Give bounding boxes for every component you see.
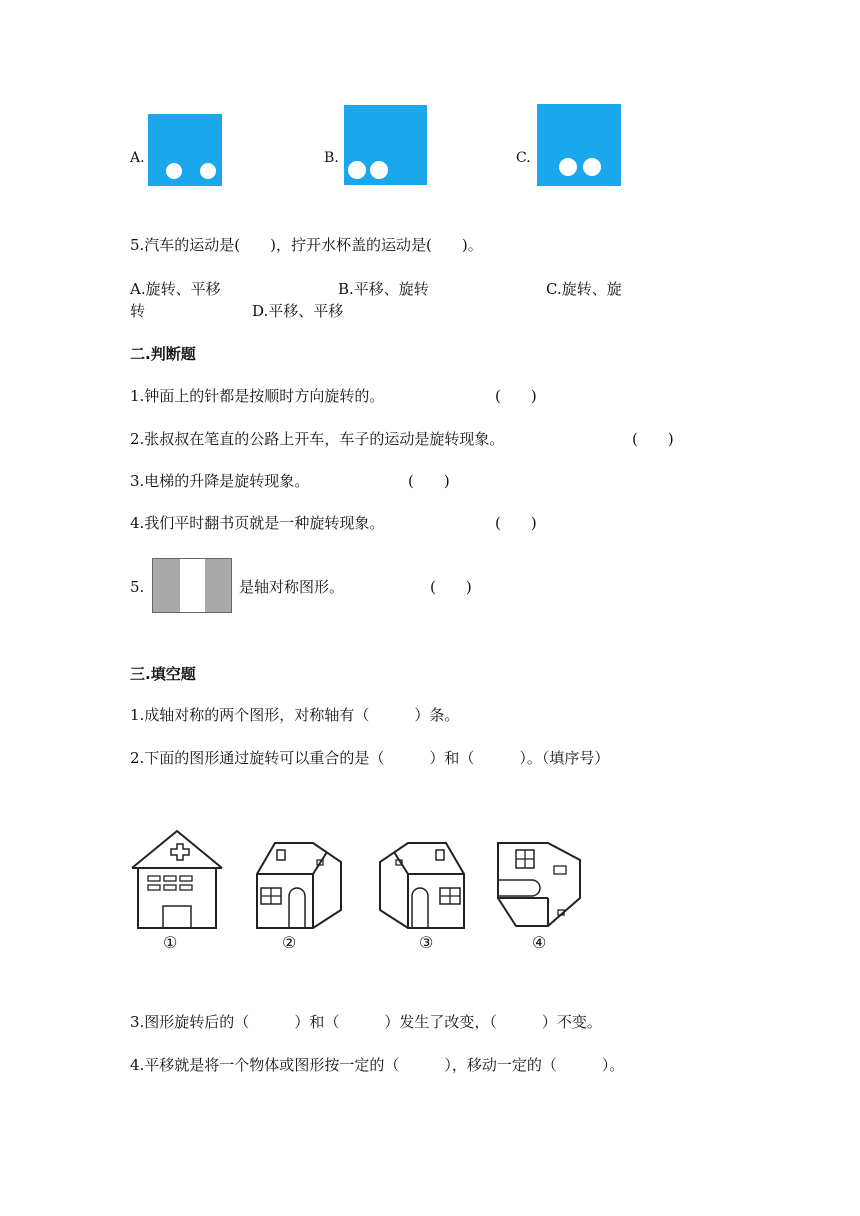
- judge-item-1-answer[interactable]: ( ): [495, 387, 537, 405]
- judge-item-4: 4.我们平时翻书页就是一种旋转现象。: [130, 514, 385, 532]
- gray-stripe-figure: [152, 558, 232, 613]
- option-a-square: [148, 114, 222, 186]
- option-a-dot-right: [200, 163, 216, 179]
- q5-option-b: B.平移、旋转: [338, 280, 429, 298]
- judge-item-4-answer[interactable]: ( ): [495, 514, 537, 532]
- q5-option-c: C.旋转、旋: [546, 280, 622, 298]
- option-c-dot-left: [559, 158, 577, 176]
- option-a-label: A.: [130, 150, 145, 166]
- option-b-dot-right: [370, 161, 388, 179]
- judge-item-1: 1.钟面上的针都是按顺时方向旋转的。: [130, 387, 385, 405]
- hospital-house-figure: [130, 828, 225, 933]
- white-stripe: [180, 559, 205, 612]
- judge-item-2-answer[interactable]: ( ): [632, 430, 674, 448]
- figure-label-2: ②: [282, 933, 297, 952]
- judge-item-5: 是轴对称图形。: [239, 578, 345, 596]
- judge-item-3: 3.电梯的升降是旋转现象。: [130, 472, 310, 490]
- house-figure-3: [378, 840, 468, 930]
- fill-q4: 4.平移就是将一个物体或图形按一定的（ ），移动一定的（ ）。: [130, 1056, 625, 1074]
- q5-option-a: A.旋转、平移: [130, 280, 221, 298]
- figure-label-4: ④: [532, 933, 547, 952]
- option-b-dot-left: [348, 161, 366, 179]
- option-c-label: C.: [516, 150, 531, 166]
- q5-stem: 5.汽车的运动是( )，拧开水杯盖的运动是( )。: [130, 236, 483, 254]
- figure-label-3: ③: [419, 933, 434, 952]
- q5-option-d: D.平移、平移: [252, 302, 344, 320]
- fill-q1: 1.成轴对称的两个图形，对称轴有（ ）条。: [130, 706, 460, 724]
- option-b-square: [344, 105, 427, 185]
- figure-label-1: ①: [163, 933, 178, 952]
- house-figure-2: [255, 840, 345, 930]
- q5-option-c-continued: 转: [130, 302, 146, 320]
- section-2-heading: 二.判断题: [130, 345, 196, 363]
- option-c-dot-right: [583, 158, 601, 176]
- house-figure-4: [496, 840, 586, 930]
- judge-item-2: 2.张叔叔在笔直的公路上开车，车子的运动是旋转现象。: [130, 430, 505, 448]
- fill-q3: 3.图形旋转后的（ ）和（ ）发生了改变，（ ）不变。: [130, 1013, 602, 1031]
- section-3-heading: 三.填空题: [130, 665, 196, 683]
- fill-q2: 2.下面的图形通过旋转可以重合的是（ ）和（ ）。（填序号）: [130, 749, 610, 767]
- judge-item-5-number: 5.: [130, 578, 145, 596]
- judge-item-5-answer[interactable]: ( ): [430, 578, 472, 596]
- option-b-label: B.: [324, 150, 339, 166]
- option-a-dot-left: [166, 163, 182, 179]
- option-c-square: [537, 104, 621, 186]
- judge-item-3-answer[interactable]: ( ): [408, 472, 450, 490]
